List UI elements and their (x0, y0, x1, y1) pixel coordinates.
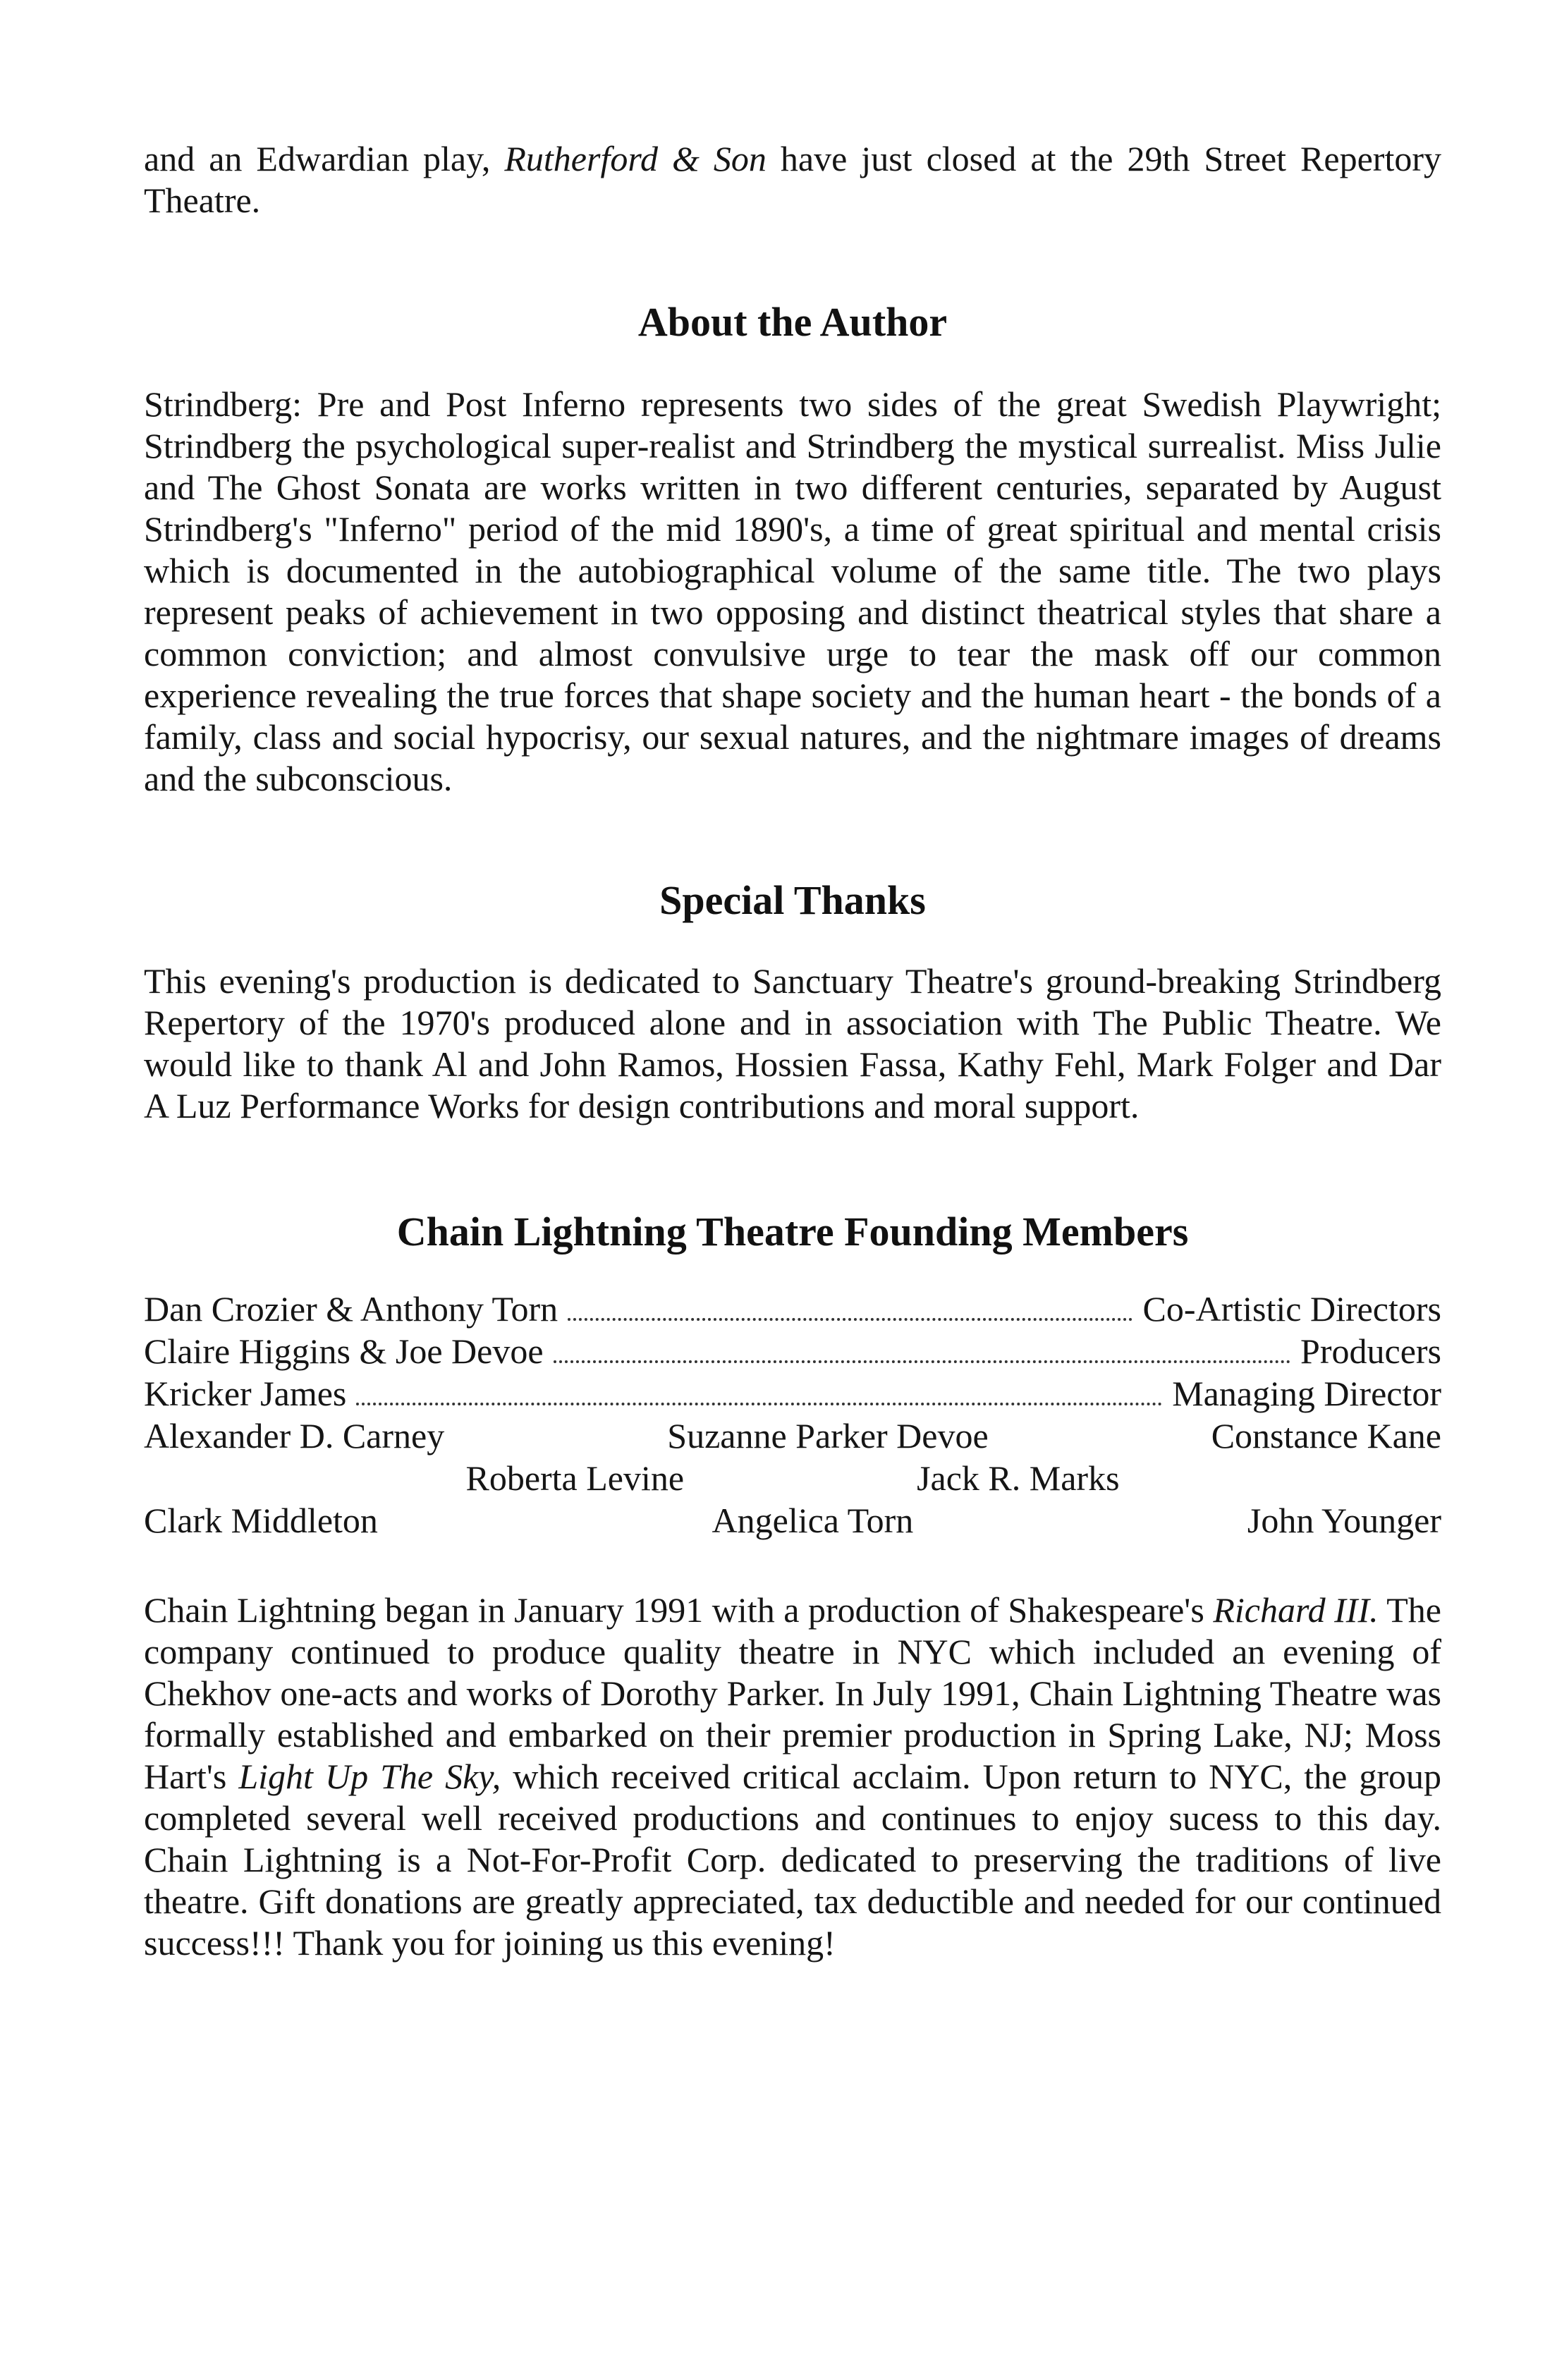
intro-paragraph (144, 138, 1441, 221)
role-title: Co-Artistic Directors (1142, 1289, 1441, 1329)
history-play-title-1: Richard III. (1213, 1590, 1379, 1630)
role-names: Dan Crozier & Anthony Torn (144, 1289, 558, 1329)
dot-leader (568, 1318, 1132, 1321)
role-row (144, 1372, 1441, 1415)
history-text-1: Chain Lightning began in January 1991 with a production of Shakespeare's (144, 1590, 1214, 1630)
intro-text-2: have just closed at the 29th Street Repertory Theatre. (144, 139, 1441, 220)
program-page (144, 138, 1441, 1964)
history-paragraph (144, 1589, 1441, 1964)
intro-text-1: and an Edwardian play, (144, 139, 505, 178)
member-name: John Younger (1247, 1501, 1441, 1540)
member-name: Suzanne Parker Devoe (667, 1416, 989, 1456)
about-paragraph: Strindberg: Pre and Post Inferno represents two sides of the great Swedish Playwright; Strindberg the psychological super-realist and Strindberg the mystical surrealist. Miss Julie and The Ghost Sonata are works written in two different centuries, separated by August Strindberg's "Inferno" period of the mid 1890's, a time of great spiritual and mental crisis which is documented in the autobiographical volume of the same title. The two plays represent peaks of achievement in two opposing and distinct theatrical styles that share a common conviction; and almost convulsive urge to tear the mask off our common experience revealing the true forces that shape society and the human heart - the bonds of a family, class and social hypocrisy, our sexual natures, and the nightmare images of dreams and the subconscious. (144, 384, 1441, 798)
member-name: Roberta Levine (465, 1458, 685, 1498)
thanks-heading: Special Thanks (659, 877, 926, 923)
thanks-paragraph: This evening's production is dedicated to Sanctuary Theatre's ground-breaking Strindberg Repertory of the 1970's produced alone and in association with The Public Theatre. We would like to thank Al and John Ramos, Hossien Fassa, Kathy Fehl, Mark Folger and Dar A Luz Performance Works for design contributions and moral support. (144, 961, 1441, 1125)
member-row (144, 1457, 1441, 1499)
history-text-2: The company continued to produce quality theatre in NYC which included an evening of Chekhov one-acts and works of Dorothy Parker. In July 1991, Chain Lightning Theatre was formally established and embarked on their premier production in Spring Lake, NJ; Moss Hart's (144, 1590, 1441, 1796)
role-title: Managing Director (1172, 1374, 1441, 1413)
members-heading: Chain Lightning Theatre Founding Members (396, 1209, 1189, 1255)
dot-leader (554, 1360, 1290, 1363)
dot-leader (356, 1403, 1162, 1405)
member-name: Clark Middleton (144, 1501, 378, 1540)
history-text-3: which received critical acclaim. Upon return to NYC, the group completed several well received productions and continues to enjoy sucess to this day. Chain Lightning is a Not-For-Profit Corp. dedicated to preserving the traditions of live theatre. Gift donations are greatly appreciated, tax deductible and needed for our continued success!!! Thank you for joining us this evening! (144, 1757, 1441, 1963)
role-title: Producers (1300, 1331, 1441, 1371)
members-roster (144, 1288, 1441, 1542)
member-row (144, 1415, 1441, 1457)
role-names: Claire Higgins & Joe Devoe (144, 1331, 544, 1371)
about-heading: About the Author (637, 299, 948, 345)
member-row (144, 1499, 1441, 1542)
role-row (144, 1288, 1441, 1330)
member-name: Jack R. Marks (917, 1458, 1120, 1498)
role-row (144, 1330, 1441, 1372)
member-name: Angelica Torn (712, 1501, 914, 1540)
role-names: Kricker James (144, 1374, 347, 1413)
intro-play-title: Rutherford & Son (504, 139, 767, 178)
member-name: Alexander D. Carney (144, 1416, 445, 1456)
history-play-title-2: Light Up The Sky, (238, 1757, 501, 1796)
member-name: Constance Kane (1211, 1416, 1441, 1456)
